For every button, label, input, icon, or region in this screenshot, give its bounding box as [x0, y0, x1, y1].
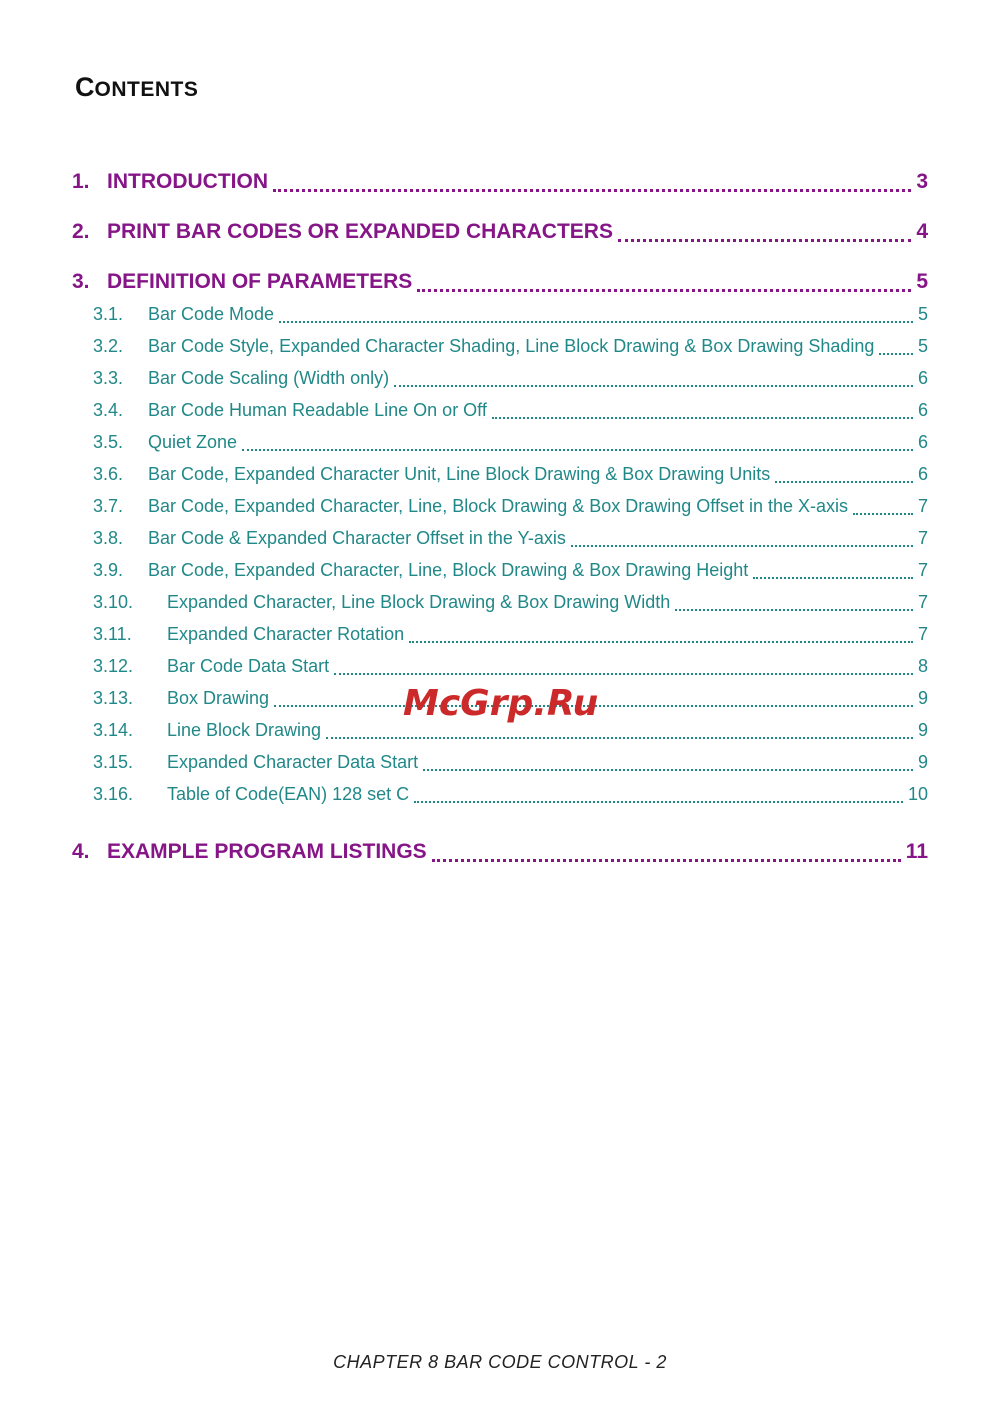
toc-entry-number: 3.7. [93, 495, 124, 516]
toc-entry-label: Box Drawing [167, 687, 270, 708]
dot-leader [753, 577, 913, 579]
toc-entry-number: 4. [72, 840, 90, 863]
toc-row [93, 426, 928, 458]
dot-leader [853, 513, 913, 515]
toc-row [72, 836, 928, 868]
toc-entry-label: Bar Code Human Readable Line On or Off [148, 399, 487, 420]
toc-row [93, 586, 928, 618]
toc-row [93, 778, 928, 810]
toc-entry-label: Expanded Character Rotation [167, 623, 405, 644]
toc-page-number: 6 [917, 367, 928, 388]
toc-entry-label: Line Block Drawing [167, 719, 322, 740]
page-title-initial: C [75, 72, 95, 102]
toc-entry-label: Quiet Zone [148, 431, 238, 452]
toc-entry-label: Table of Code(EAN) 128 set C [167, 783, 410, 804]
toc-row [93, 490, 928, 522]
toc-entry-label: Bar Code Data Start [167, 655, 330, 676]
toc-entry-number: 3.13. [93, 687, 134, 708]
toc-page-number: 8 [917, 655, 928, 676]
toc-entry-label: Bar Code, Expanded Character Unit, Line Block Drawing & Box Drawing Units [148, 463, 771, 484]
toc-page-number: 6 [917, 399, 928, 420]
toc-page-number: 4 [916, 220, 928, 243]
toc-row [93, 650, 928, 682]
dot-leader [242, 449, 913, 451]
toc-entry-label: Expanded Character, Line Block Drawing & Box Drawing Width [167, 591, 671, 612]
dot-leader [775, 481, 913, 483]
toc-page-number: 6 [917, 431, 928, 452]
toc-entry-label: INTRODUCTION [107, 170, 268, 193]
dot-leader [432, 859, 901, 862]
toc-entry-label: Bar Code Mode [148, 303, 275, 324]
toc-entry-number: 2. [72, 220, 90, 243]
toc-page-number: 9 [917, 719, 928, 740]
toc-entry-label: DEFINITION OF PARAMETERS [107, 270, 413, 293]
toc-row [72, 266, 928, 298]
toc-row [93, 554, 928, 586]
toc-entry-label: Bar Code Style, Expanded Character Shading, Line Block Drawing & Box Drawing Shading [148, 335, 875, 356]
dot-leader [417, 289, 911, 292]
page-title-rest: ONTENTS [94, 78, 199, 101]
toc-entry-number: 3.1. [93, 303, 124, 324]
dot-leader [334, 673, 913, 675]
toc-row [93, 330, 928, 362]
toc-row [93, 362, 928, 394]
toc-entry-number: 3.14. [93, 719, 134, 740]
toc-entry-number: 3.3. [93, 367, 124, 388]
toc-entry-number: 3.6. [93, 463, 124, 484]
toc-row [93, 522, 928, 554]
toc-page-number: 7 [917, 591, 928, 612]
dot-leader [394, 385, 913, 387]
toc-entry-number: 3.8. [93, 527, 124, 548]
toc-entry-number: 3.16. [93, 783, 134, 804]
dot-leader [675, 609, 913, 611]
dot-leader [414, 801, 903, 803]
toc-entry-label: Expanded Character Data Start [167, 751, 419, 772]
toc-page-number: 10 [907, 783, 928, 804]
toc-entry-number: 3.10. [93, 591, 134, 612]
toc-row [93, 298, 928, 330]
toc-entry-label: Bar Code, Expanded Character, Line, Block Drawing & Box Drawing Height [148, 559, 749, 580]
toc-entry-label: Bar Code Scaling (Width only) [148, 367, 390, 388]
dot-leader [273, 189, 911, 192]
toc-list [72, 166, 928, 868]
toc-page-number: 7 [917, 527, 928, 548]
toc-page-number: 11 [905, 840, 928, 863]
toc-entry-number: 3. [72, 270, 90, 293]
toc-entry-label: Bar Code, Expanded Character, Line, Block Drawing & Box Drawing Offset in the X-axis [148, 495, 849, 516]
toc-entry-number: 3.9. [93, 559, 124, 580]
dot-leader [492, 417, 913, 419]
page-footer: CHAPTER 8 BAR CODE CONTROL - 2 [333, 1352, 667, 1372]
toc-page-number: 7 [917, 559, 928, 580]
toc-row [93, 394, 928, 426]
dot-leader [618, 239, 911, 242]
toc-row [72, 166, 928, 198]
dot-leader [879, 353, 913, 355]
dot-leader [326, 737, 913, 739]
toc-entry-label: Bar Code & Expanded Character Offset in the Y-axis [148, 527, 566, 548]
toc-row [93, 746, 928, 778]
toc-page-number: 9 [917, 751, 928, 772]
toc-page-number: 7 [917, 623, 928, 644]
toc-entry-number: 3.4. [93, 399, 124, 420]
toc-page-number: 9 [917, 687, 928, 708]
toc-row [72, 216, 928, 248]
dot-leader [423, 769, 913, 771]
dot-leader [571, 545, 913, 547]
toc-page-number: 5 [916, 270, 928, 293]
toc-entry-number: 1. [72, 170, 90, 193]
toc-page-number: 7 [917, 495, 928, 516]
toc-page-number: 5 [917, 303, 928, 324]
toc-row [93, 618, 928, 650]
toc-entry-number: 3.15. [93, 751, 134, 772]
watermark: McGrp.Ru [403, 683, 599, 724]
toc-page-number: 3 [916, 170, 928, 193]
dot-leader [279, 321, 913, 323]
toc-entry-number: 3.11. [93, 623, 132, 644]
toc-entry-number: 3.5. [93, 431, 124, 452]
toc-entry-number: 3.2. [93, 335, 124, 356]
toc-entry-label: EXAMPLE PROGRAM LISTINGS [107, 840, 427, 863]
toc-page-number: 6 [917, 463, 928, 484]
dot-leader [409, 641, 913, 643]
toc-entry-number: 3.12. [93, 655, 134, 676]
toc-entry-label: PRINT BAR CODES OR EXPANDED CHARACTERS [107, 220, 613, 243]
toc-row [93, 458, 928, 490]
page-title [75, 74, 198, 101]
toc-page-number: 5 [917, 335, 928, 356]
